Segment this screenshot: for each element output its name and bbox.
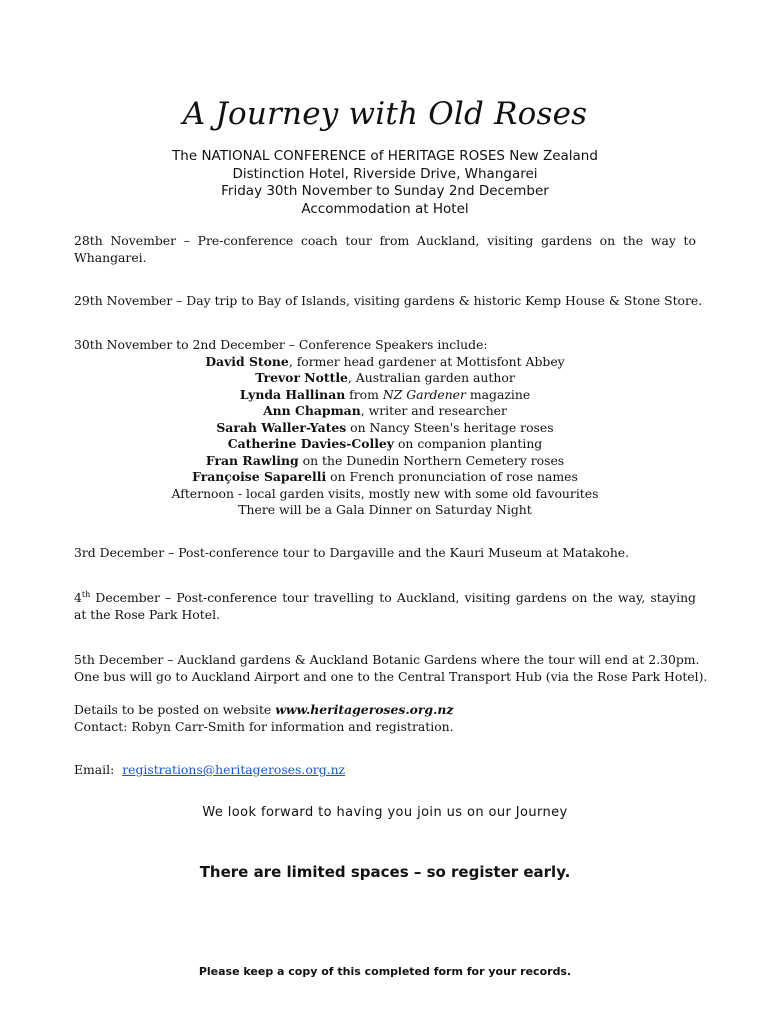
closing-message: We look forward to having you join us on our Journey (202, 805, 568, 820)
limited-spaces-notice: There are limited spaces – so register early. (199, 863, 571, 881)
itinerary-nov28: 28th November – Pre-conference coach tour from Auckland, visiting gardens on the way to Whangarei. (74, 233, 696, 265)
speaker-detail: on Nancy Steen's heritage roses (346, 419, 554, 435)
speaker-name: Fran Rawling (205, 452, 299, 468)
header-conference-name: The NATIONAL CONFERENCE of HERITAGE ROSES New Zealand (172, 148, 598, 164)
speaker-detail: from (345, 386, 383, 402)
speaker-item (74, 453, 696, 470)
speaker-detail: , former head gardener at Mottisfont Abbey (288, 353, 565, 369)
dec4-text: December – Post-conference tour travelling to Auckland, visiting gardens on the way, staying at the Rose Park Hotel. (74, 590, 696, 622)
header-dates: Friday 30th November to Sunday 2nd December (221, 183, 549, 199)
speaker-item (74, 387, 696, 404)
itinerary-dec3: 3rd December – Post-conference tour to Dargaville and the Kauri Museum at Matakohe. (74, 545, 630, 560)
dec5-line2: One bus will go to Auckland Airport and one to the Central Transport Hub (via the Rose Park Hotel). (74, 668, 708, 684)
speaker-name: Catherine Davies-Colley (227, 436, 395, 451)
header-venue: Distinction Hotel, Riverside Drive, Whangarei (232, 165, 538, 182)
dec4-day: 4 (74, 590, 82, 605)
speaker-item (74, 436, 696, 453)
gala-dinner: There will be a Gala Dinner on Saturday Night (238, 502, 532, 517)
itinerary-dec4 (74, 590, 696, 623)
speaker-detail: on the Dunedin Northern Cemetery roses (298, 452, 565, 468)
speaker-name: Lynda Hallinan (239, 386, 346, 402)
website-url: www.heritageroses.org.nz (275, 702, 454, 717)
speaker-item (74, 420, 696, 437)
speaker-name: Sarah Waller-Yates (216, 419, 347, 435)
speaker-name: Ann Chapman (263, 403, 361, 418)
speaker-item (74, 370, 696, 387)
email-label: Email: (74, 762, 115, 777)
dec5-line1: 5th December – Auckland gardens & Auckland Botanic Gardens where the tour will end at 2.30pm. (74, 652, 700, 667)
conference-header (0, 148, 770, 218)
magazine-title: NZ Gardener (382, 386, 466, 402)
website-line (74, 702, 696, 719)
itinerary-dec5 (74, 652, 708, 685)
speaker-detail: , writer and researcher (360, 403, 507, 418)
itinerary-nov29: 29th November – Day trip to Bay of Islands, visiting gardens & historic Kemp House & Stone Store. (74, 293, 703, 308)
afternoon-visits: Afternoon - local garden visits, mostly new with some old favourites (171, 485, 599, 501)
website-prefix: Details to be posted on website (74, 702, 276, 717)
footer-note: Please keep a copy of this completed form for your records. (198, 965, 572, 978)
speaker-detail: , Australian garden author (347, 370, 515, 385)
speakers-intro: 30th November to 2nd December – Conference Speakers include: (74, 337, 488, 352)
contact-line: Contact: Robyn Carr-Smith for information and registration. (74, 718, 454, 734)
speakers-section (74, 337, 696, 519)
speaker-item (74, 354, 696, 371)
dec4-ordinal: th (81, 589, 91, 599)
speakers-list (74, 354, 696, 519)
speaker-name: Françoise Saparelli (192, 469, 327, 484)
header-accommodation: Accommodation at Hotel (301, 200, 469, 217)
page-title: A Journey with Old Roses (182, 96, 588, 132)
speaker-name: David Stone (205, 353, 289, 369)
speaker-name: Trevor Nottle (255, 370, 348, 385)
email-line (74, 762, 696, 779)
speaker-detail: on French pronunciation of rose names (326, 469, 578, 484)
details-section (74, 702, 696, 735)
email-link[interactable]: registrations@heritageroses.org.nz (122, 762, 346, 777)
speaker-item (74, 403, 696, 420)
speaker-item (74, 469, 696, 486)
speaker-detail: magazine (465, 386, 531, 402)
speaker-detail: on companion planting (394, 436, 543, 451)
